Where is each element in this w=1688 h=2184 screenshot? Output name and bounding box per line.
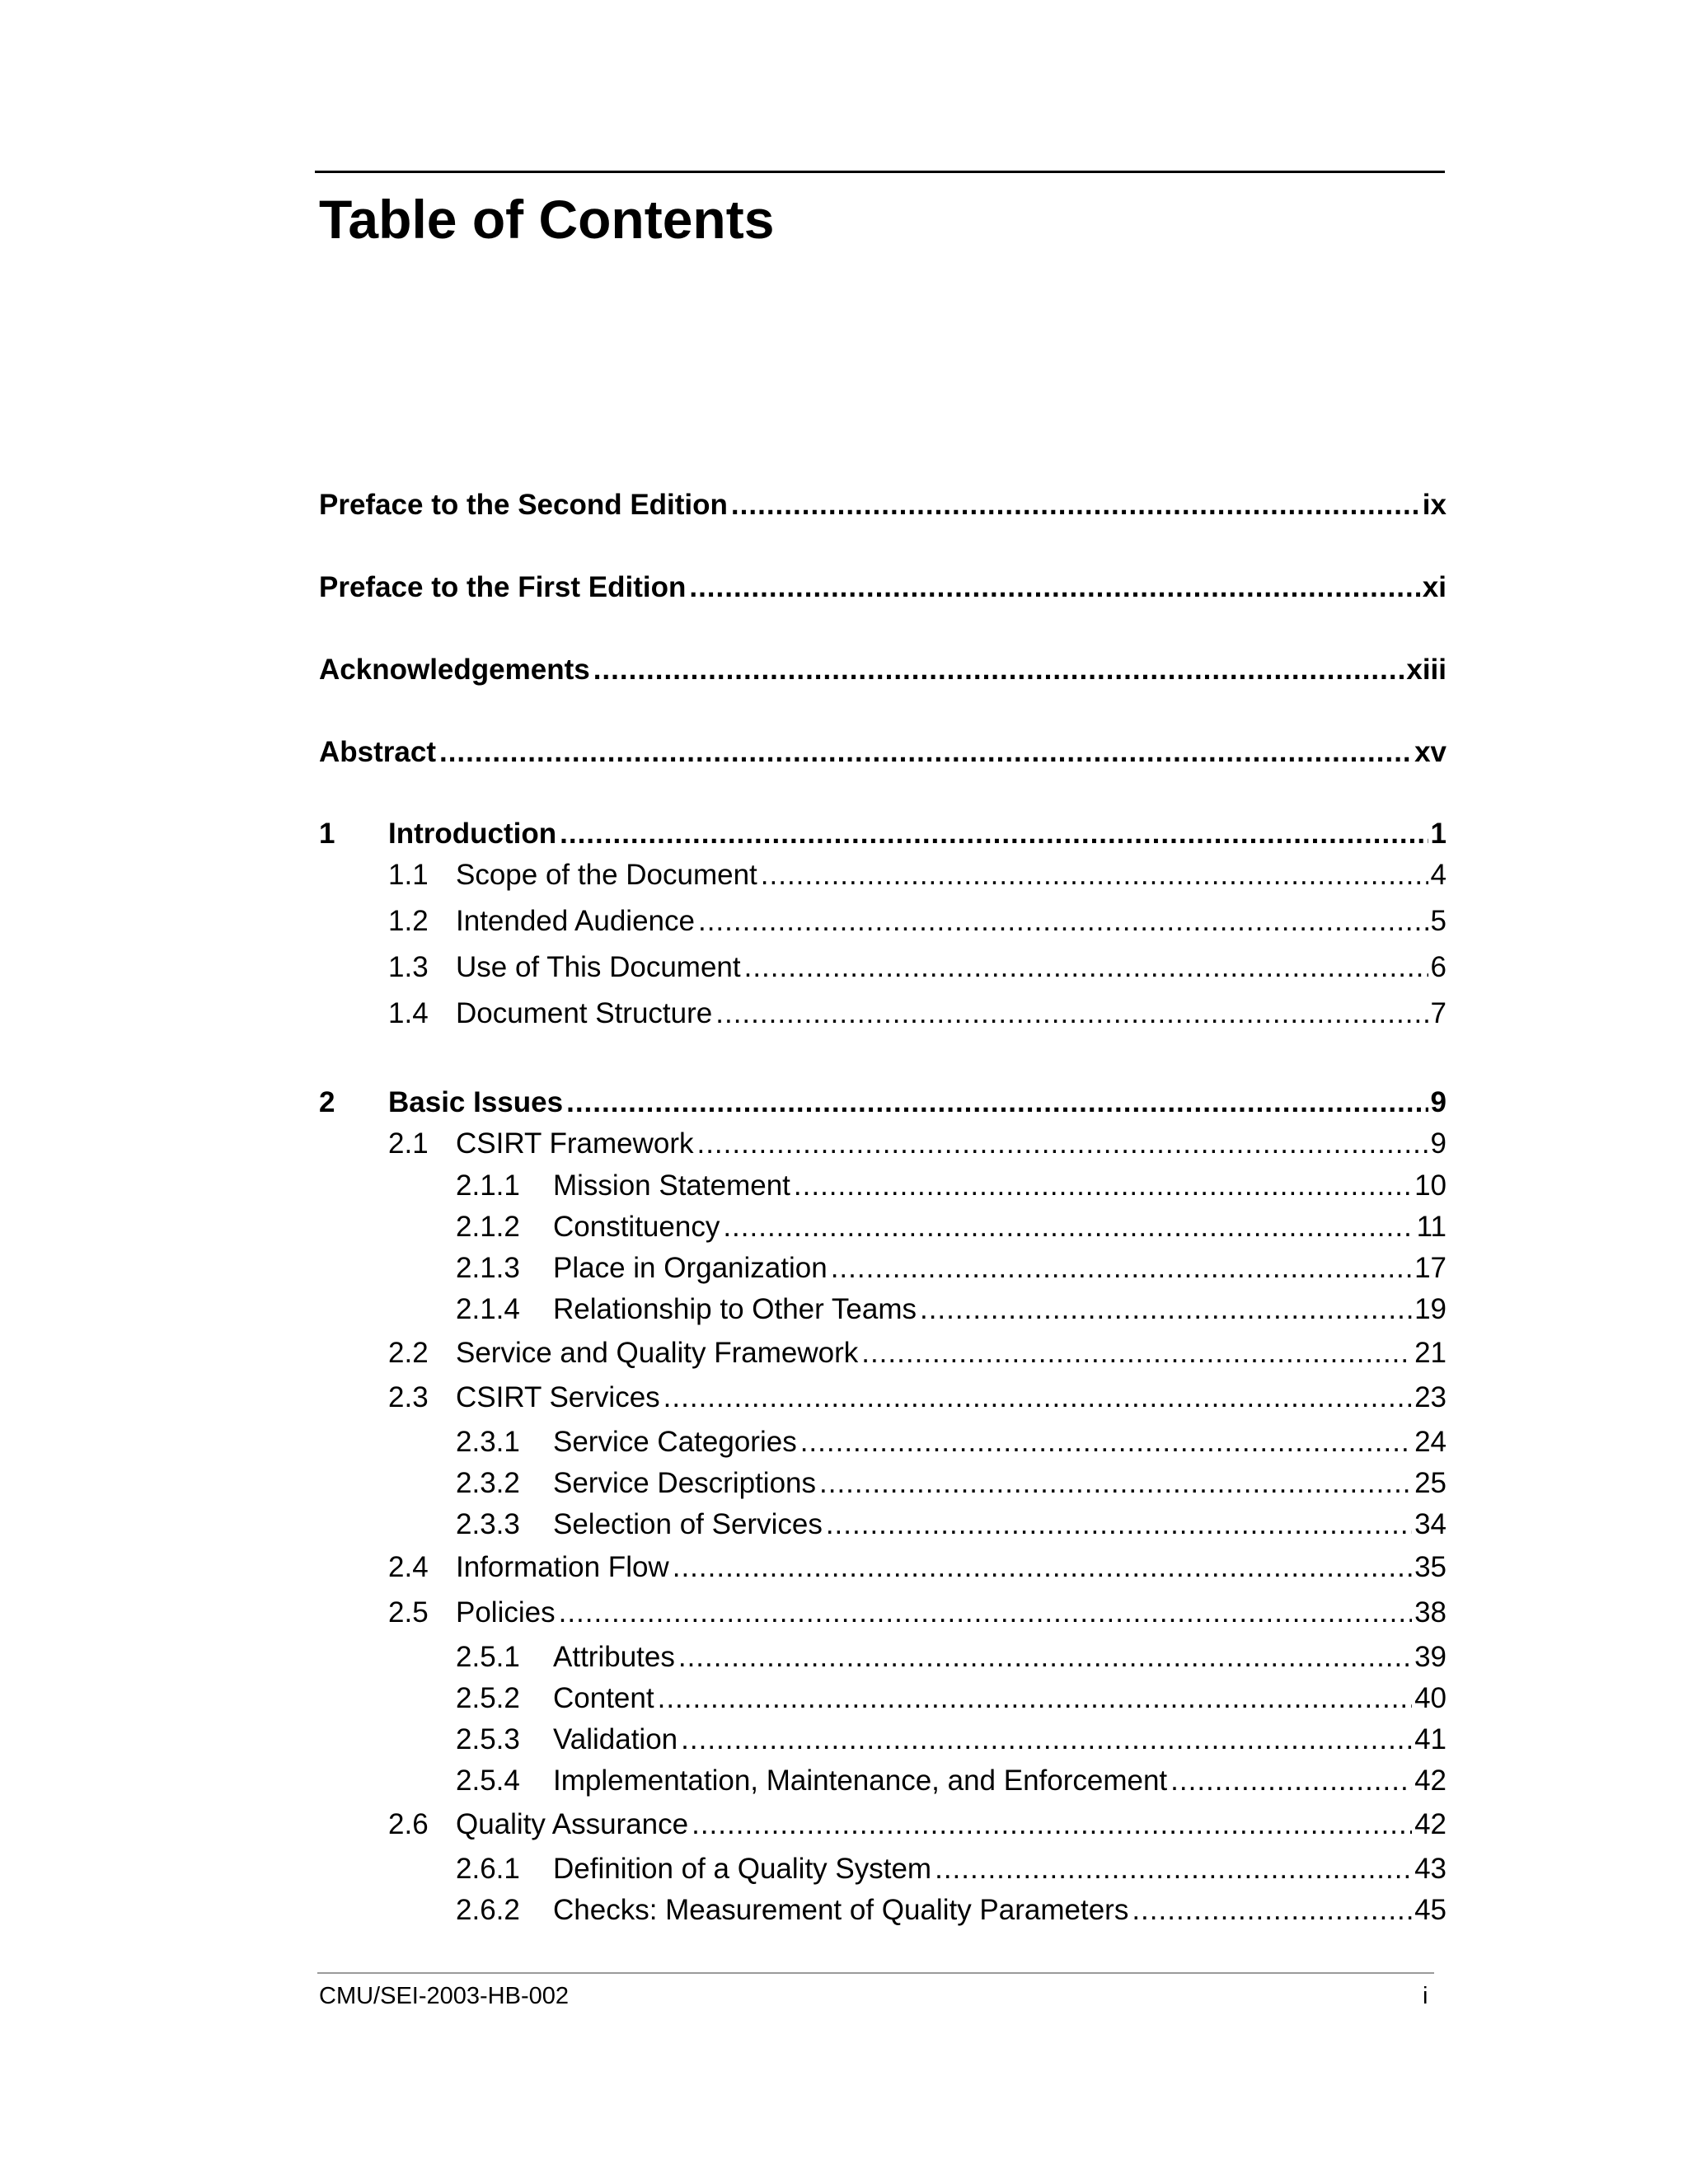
footer-document-id: CMU/SEI-2003-HB-002	[319, 1983, 569, 2009]
toc-entry-number: 2.5.3	[456, 1723, 520, 1755]
toc-dot-leader	[663, 1377, 1412, 1418]
toc-entry-page: 6	[1430, 951, 1447, 983]
toc-entry[interactable]	[388, 1547, 1447, 1588]
toc-dot-leader	[698, 901, 1428, 942]
toc-entry-number: 1.2	[388, 905, 429, 937]
toc-entry-title: Acknowledgements	[319, 654, 590, 686]
toc-dot-leader	[1170, 1760, 1412, 1802]
toc-entry-number: 2.5.2	[456, 1682, 520, 1714]
toc-entry-page: 42	[1414, 1808, 1447, 1840]
toc-entry-page: ix	[1422, 489, 1447, 521]
toc-entry-title: Definition of a Quality System	[553, 1853, 932, 1885]
toc-entry[interactable]	[456, 1849, 1447, 1890]
toc-entry-page: 9	[1430, 1086, 1447, 1118]
toc-entry-number: 2.1.1	[456, 1169, 520, 1202]
toc-entry[interactable]	[388, 947, 1447, 988]
toc-dot-leader	[692, 1804, 1412, 1845]
toc-dot-leader	[731, 485, 1420, 526]
title-rule	[315, 171, 1445, 173]
toc-entry-number: 2.3.1	[456, 1426, 520, 1458]
toc-entry-title: Preface to the First Edition	[319, 571, 687, 603]
toc-entry-number: 2.6.1	[456, 1853, 520, 1885]
toc-entry-number: 1.3	[388, 951, 429, 983]
toc-entry-title: Use of This Document	[456, 951, 741, 983]
toc-entry-number: 2.1	[388, 1127, 429, 1160]
toc-dot-leader	[831, 1248, 1412, 1289]
toc-entry-title: Attributes	[553, 1641, 675, 1673]
toc-entry-title: Selection of Services	[553, 1508, 823, 1540]
footer-rule	[317, 1972, 1434, 1974]
toc-entry-title: Validation	[553, 1723, 678, 1755]
toc-entry-page: 17	[1414, 1252, 1447, 1284]
toc-dot-leader	[673, 1547, 1412, 1588]
toc-entry-title: Intended Audience	[456, 905, 695, 937]
toc-entry-number: 2.4	[388, 1551, 429, 1583]
page-title: Table of Contents	[319, 189, 775, 250]
toc-entry-number: 2.5.4	[456, 1765, 520, 1797]
toc-dot-leader	[439, 732, 1412, 773]
toc-entry-title: Mission Statement	[553, 1169, 790, 1202]
toc-entry[interactable]	[388, 993, 1447, 1034]
toc-entry[interactable]	[388, 1592, 1447, 1633]
toc-entry-page: 40	[1414, 1682, 1447, 1714]
toc-dot-leader	[920, 1289, 1412, 1330]
toc-entry-page: 19	[1414, 1293, 1447, 1325]
toc-entry-title: Service Categories	[553, 1426, 797, 1458]
toc-entry-page: xi	[1422, 571, 1447, 603]
footer-page-number: i	[1423, 1983, 1428, 2009]
toc-dot-leader	[681, 1719, 1412, 1760]
toc-entry[interactable]	[388, 1123, 1447, 1165]
toc-dot-leader	[566, 1082, 1428, 1123]
toc-entry-number: 2.3.2	[456, 1467, 520, 1499]
toc-entry[interactable]	[456, 1289, 1447, 1330]
toc-entry-page: 43	[1414, 1853, 1447, 1885]
toc-entry-title: Preface to the Second Edition	[319, 489, 728, 521]
toc-entry-title: Relationship to Other Teams	[553, 1293, 917, 1325]
toc-entry[interactable]	[319, 813, 1447, 855]
toc-entry-number: 2.1.2	[456, 1211, 520, 1243]
toc-entry-number: 2.6	[388, 1808, 429, 1840]
toc-entry-number: 2.1.4	[456, 1293, 520, 1325]
toc-entry[interactable]	[319, 732, 1447, 773]
toc-dot-leader	[560, 813, 1428, 855]
toc-entry-page: 5	[1430, 905, 1447, 937]
toc-entry[interactable]	[388, 901, 1447, 942]
toc-entry-title: Basic Issues	[388, 1086, 564, 1118]
toc-entry[interactable]	[456, 1422, 1447, 1463]
toc-entry-page: 23	[1414, 1381, 1447, 1413]
toc-entry[interactable]	[456, 1248, 1447, 1289]
toc-entry[interactable]	[388, 1377, 1447, 1418]
toc-entry[interactable]	[388, 1333, 1447, 1374]
toc-dot-leader	[658, 1678, 1412, 1719]
toc-dot-leader	[861, 1333, 1412, 1374]
toc-entry-title: Service and Quality Framework	[456, 1337, 859, 1369]
toc-entry[interactable]	[456, 1637, 1447, 1678]
toc-dot-leader	[678, 1637, 1412, 1678]
toc-entry-title: Information Flow	[456, 1551, 669, 1583]
toc-entry-number: 2.3.3	[456, 1508, 520, 1540]
toc-entry-page: 35	[1414, 1551, 1447, 1583]
toc-entry-title: Document Structure	[456, 997, 713, 1029]
toc-entry-number: 2	[319, 1086, 335, 1118]
toc-entry-page: 1	[1430, 818, 1447, 850]
toc-entry-title: Service Descriptions	[553, 1467, 816, 1499]
toc-entry-page: 34	[1414, 1508, 1447, 1540]
toc-entry[interactable]	[456, 1207, 1447, 1248]
toc-entry-number: 1.1	[388, 859, 429, 891]
toc-dot-leader	[696, 1123, 1428, 1165]
toc-entry-page: 38	[1414, 1596, 1447, 1629]
toc-entry-page: 42	[1414, 1765, 1447, 1797]
toc-entry-page: 41	[1414, 1723, 1447, 1755]
toc-entry[interactable]	[456, 1165, 1447, 1207]
toc-entry-page: 7	[1430, 997, 1447, 1029]
toc-dot-leader	[744, 947, 1428, 988]
toc-entry-page: 4	[1430, 859, 1447, 891]
toc-entry-page: 9	[1430, 1127, 1447, 1160]
toc-entry-page: 21	[1414, 1337, 1447, 1369]
toc-dot-leader	[689, 567, 1419, 608]
toc-dot-leader	[935, 1849, 1412, 1890]
toc-entry[interactable]	[319, 485, 1447, 526]
toc-entry[interactable]	[456, 1504, 1447, 1545]
toc-entry-page: 25	[1414, 1467, 1447, 1499]
toc-entry-number: 2.5.1	[456, 1641, 520, 1673]
toc-entry-title: Policies	[456, 1596, 556, 1629]
toc-entry-page: 11	[1416, 1211, 1447, 1243]
toc-entry-title: Abstract	[319, 736, 436, 768]
toc-entry[interactable]	[319, 649, 1447, 691]
toc-entry-title: Scope of the Document	[456, 859, 757, 891]
toc-entry-number: 2.2	[388, 1337, 429, 1369]
toc-entry-number: 1	[319, 818, 335, 850]
toc-entry[interactable]	[388, 855, 1447, 896]
toc-entry-title: Quality Assurance	[456, 1808, 689, 1840]
toc-entry-page: 10	[1414, 1169, 1447, 1202]
toc-entry-title: CSIRT Services	[456, 1381, 660, 1413]
toc-entry-number: 2.5	[388, 1596, 429, 1629]
toc-entry-number: 2.3	[388, 1381, 429, 1413]
toc-dot-leader	[593, 649, 1404, 691]
toc-entry-number: 2.6.2	[456, 1894, 520, 1926]
toc-entry-title: Implementation, Maintenance, and Enforcement	[553, 1765, 1168, 1797]
toc-dot-leader	[794, 1165, 1412, 1207]
toc-entry-title: Place in Organization	[553, 1252, 828, 1284]
toc-entry[interactable]	[456, 1760, 1447, 1802]
toc-entry-title: Constituency	[553, 1211, 720, 1243]
toc-entry-title: Checks: Measurement of Quality Parameters	[553, 1894, 1129, 1926]
toc-entry[interactable]	[319, 1082, 1447, 1123]
toc-entry-page: xv	[1414, 736, 1447, 768]
toc-entry-page: 45	[1414, 1894, 1447, 1926]
toc-dot-leader	[715, 993, 1428, 1034]
toc-dot-leader	[761, 855, 1428, 896]
toc-entry-page: xiii	[1406, 654, 1447, 686]
toc-entry-title: Content	[553, 1682, 654, 1714]
toc-entry[interactable]	[388, 1804, 1447, 1845]
toc-dot-leader	[800, 1422, 1412, 1463]
toc-dot-leader	[723, 1207, 1414, 1248]
toc-entry-page: 24	[1414, 1426, 1447, 1458]
toc-dot-leader	[1132, 1890, 1412, 1931]
toc-entry-title: CSIRT Framework	[456, 1127, 694, 1160]
toc-dot-leader	[559, 1592, 1412, 1633]
toc-dot-leader	[819, 1463, 1412, 1504]
toc-entry[interactable]	[456, 1890, 1447, 1931]
toc-dot-leader	[826, 1504, 1412, 1545]
toc-entry[interactable]	[456, 1463, 1447, 1504]
toc-entry[interactable]	[456, 1678, 1447, 1719]
toc-entry[interactable]	[456, 1719, 1447, 1760]
toc-entry[interactable]	[319, 567, 1447, 608]
toc-entry-number: 2.1.3	[456, 1252, 520, 1284]
toc-entry-number: 1.4	[388, 997, 429, 1029]
toc-entry-page: 39	[1414, 1641, 1447, 1673]
toc-entry-title: Introduction	[388, 818, 557, 850]
